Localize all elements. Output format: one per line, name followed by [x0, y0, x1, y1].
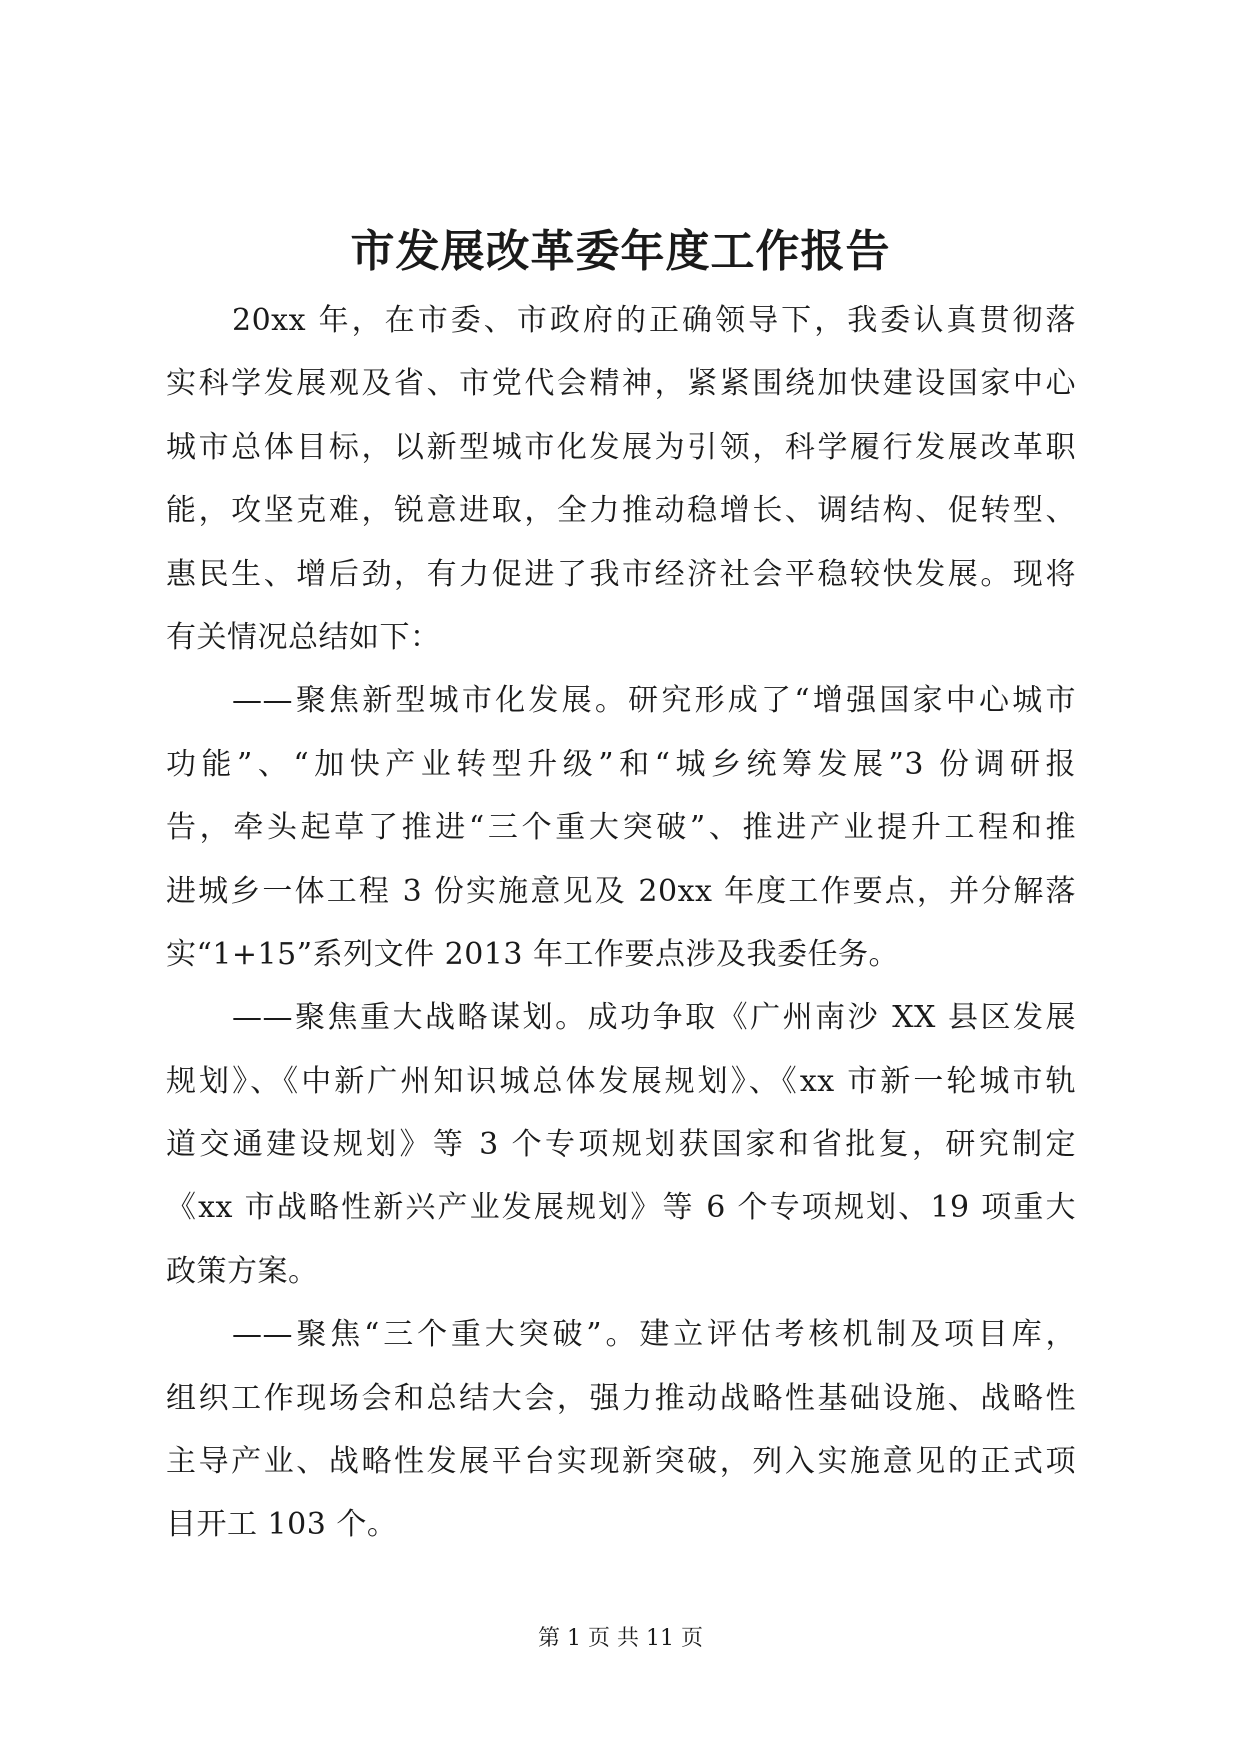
page-number-footer: 第 1 页 共 11 页 [538, 1626, 703, 1651]
paragraph-line: 规划》、《中新广州知识城总体发展规划》、《xx 市新一轮城市轨 [166, 1063, 1076, 1099]
paragraph-line: ——聚焦“三个重大突破”。建立评估考核机制及项目库， [232, 1317, 1076, 1353]
paragraph-line: 有关情况总结如下： [166, 619, 441, 655]
paragraph-line: 实“1+15”系列文件 2013 年工作要点涉及我委任务。 [166, 936, 899, 972]
paragraph-line: 目开工 103 个。 [166, 1507, 398, 1543]
paragraph-line: 《xx 市战略性新兴产业发展规划》等 6 个专项规划、19 项重大 [166, 1190, 1076, 1226]
paragraph-line: 城市总体目标，以新型城市化发展为引领，科学履行发展改革职 [166, 429, 1076, 465]
paragraph-line: 惠民生、增后劲，有力促进了我市经济社会平稳较快发展。现将 [166, 556, 1076, 592]
paragraph-line: 能，攻坚克难，锐意进取，全力推动稳增长、调结构、促转型、 [166, 493, 1076, 529]
paragraph-line: 主导产业、战略性发展平台实现新突破，列入实施意见的正式项 [166, 1444, 1076, 1480]
paragraph-line: 进城乡一体工程 3 份实施意见及 20xx 年度工作要点，并分解落 [166, 873, 1076, 909]
paragraph-line: ——聚焦新型城市化发展。研究形成了“增强国家中心城市 [232, 683, 1076, 719]
paragraph-line: 组织工作现场会和总结大会，强力推动战略性基础设施、战略性 [166, 1380, 1076, 1416]
paragraph-line: 实科学发展观及省、市党代会精神，紧紧围绕加快建设国家中心 [166, 366, 1076, 402]
paragraph-line: 告，牵头起草了推进“三个重大突破”、推进产业提升工程和推 [166, 810, 1076, 846]
paragraph-line: ——聚焦重大战略谋划。成功争取《广州南沙 XX 县区发展 [232, 1000, 1076, 1036]
paragraph-line: 政策方案。 [166, 1253, 319, 1289]
document-title: 市发展改革委年度工作报告 [350, 226, 891, 277]
paragraph-line: 20xx 年，在市委、市政府的正确领导下，我委认真贯彻落 [232, 303, 1076, 338]
paragraph-line: 道交通建设规划》等 3 个专项规划获国家和省批复，研究制定 [166, 1127, 1076, 1163]
document-body [166, 289, 1076, 1557]
paragraph-line: 功能”、“加快产业转型升级”和“城乡统筹发展”3 份调研报 [166, 746, 1076, 782]
